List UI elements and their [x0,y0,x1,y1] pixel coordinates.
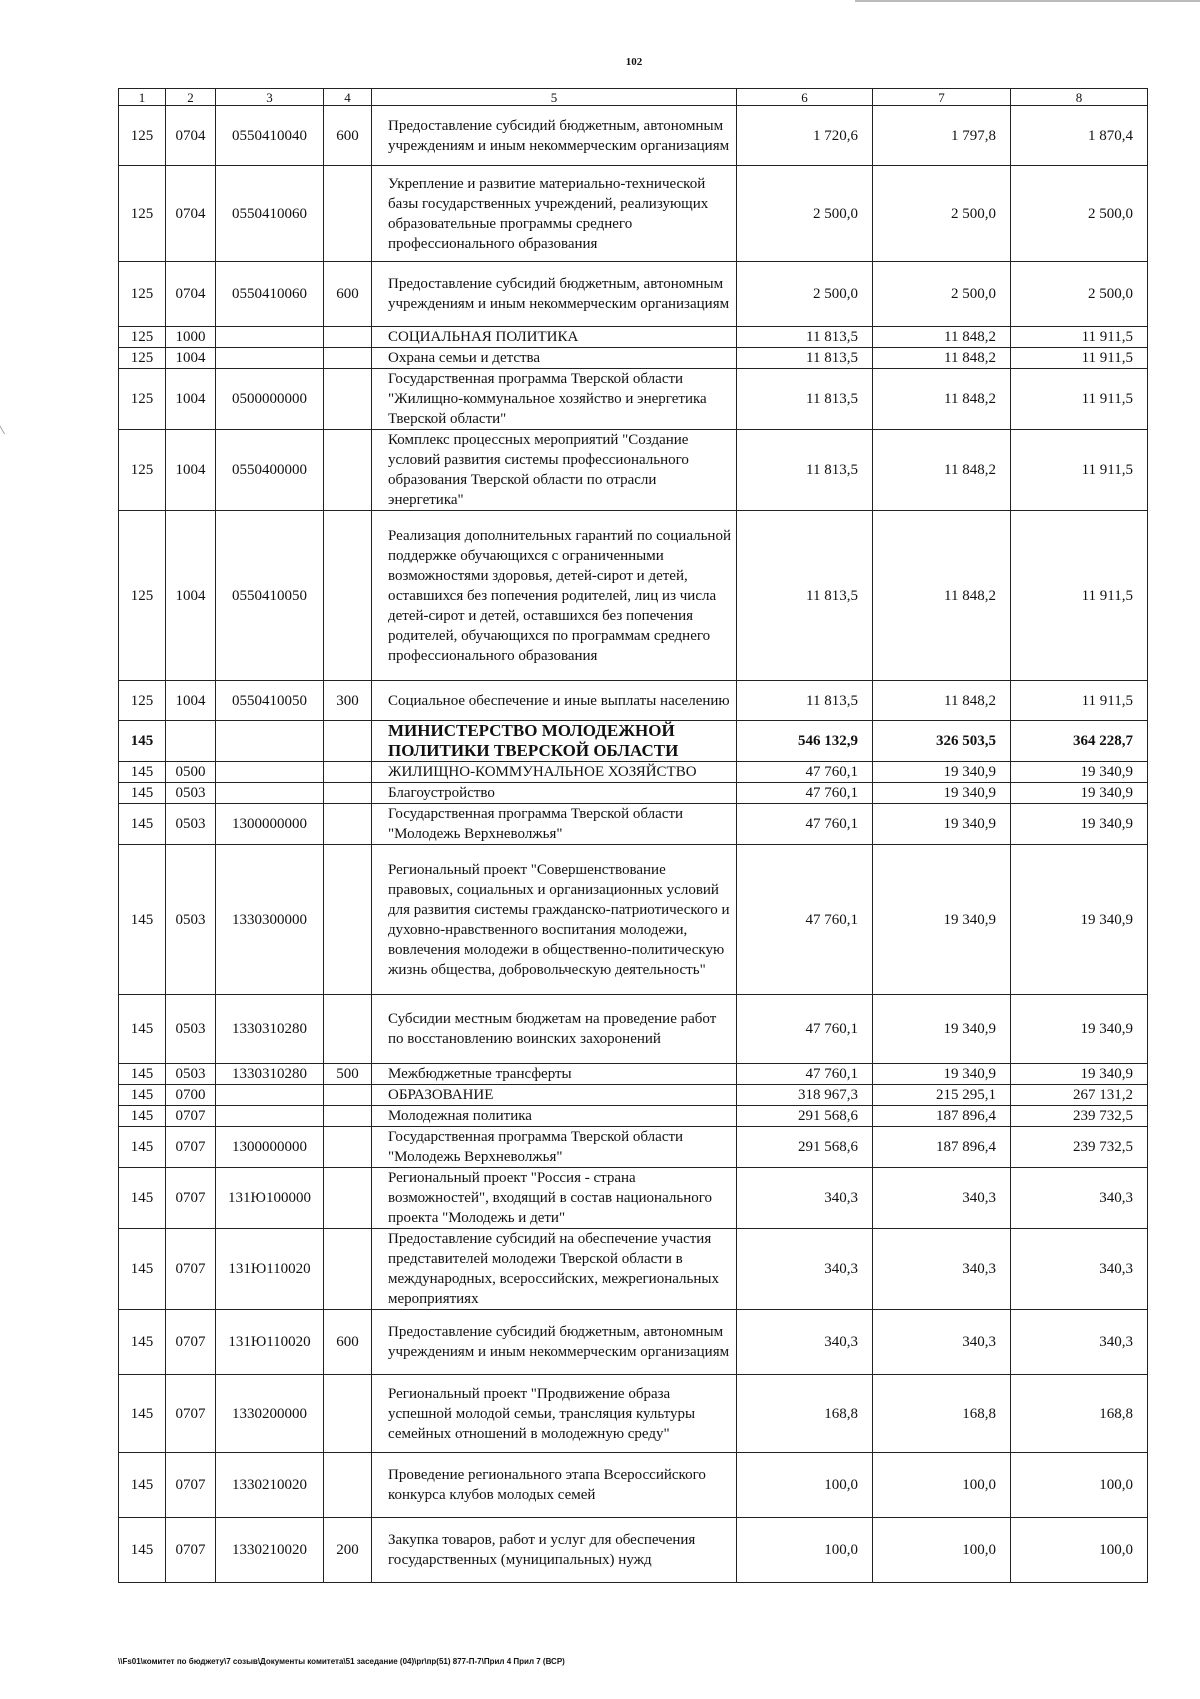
table-row [119,106,1148,166]
cell-col2: 1004 [166,430,216,511]
table-row [119,369,1148,430]
cell-description: Региональный проект "Россия - страна возможностей", входящий в состав национального проекта "Молодежь и дети" [372,1168,737,1229]
cell-col2: 0704 [166,106,216,166]
cell-col1: 145 [119,804,166,845]
cell-value-col8: 239 732,5 [1011,1127,1148,1168]
table-row [119,995,1148,1064]
cell-value-col7: 340,3 [873,1229,1011,1310]
cell-value-col8: 100,0 [1011,1453,1148,1518]
table-row [119,262,1148,327]
cell-col3 [216,721,324,762]
cell-value-col7: 11 848,2 [873,348,1011,369]
cell-description: Комплекс процессных мероприятий "Создание условий развития системы профессионального образования Тверской области по отрасли энергетика" [372,430,737,511]
cell-col4: 200 [324,1518,372,1583]
cell-value-col7: 187 896,4 [873,1106,1011,1127]
cell-col2: 0503 [166,995,216,1064]
cell-col4: 500 [324,1064,372,1085]
cell-value-col7: 2 500,0 [873,166,1011,262]
cell-value-col6: 291 568,6 [737,1127,873,1168]
cell-value-col7: 19 340,9 [873,995,1011,1064]
table-row [119,1127,1148,1168]
cell-value-col8: 2 500,0 [1011,262,1148,327]
cell-col4 [324,1375,372,1453]
table-row [119,348,1148,369]
cell-description: Благоустройство [372,783,737,804]
cell-col1: 125 [119,106,166,166]
cell-col4 [324,762,372,783]
cell-col2: 0704 [166,262,216,327]
cell-col4: 600 [324,106,372,166]
cell-col3 [216,1085,324,1106]
cell-value-col8: 267 131,2 [1011,1085,1148,1106]
cell-value-col6: 318 967,3 [737,1085,873,1106]
table-row [119,1106,1148,1127]
cell-value-col8: 11 911,5 [1011,681,1148,721]
cell-col2: 0707 [166,1106,216,1127]
page-number: 102 [625,56,643,68]
table-row [119,1229,1148,1310]
cell-value-col7: 11 848,2 [873,327,1011,348]
cell-col3 [216,327,324,348]
cell-value-col7: 100,0 [873,1518,1011,1583]
cell-col1: 145 [119,762,166,783]
cell-value-col6: 47 760,1 [737,995,873,1064]
cell-description: Предоставление субсидий на обеспечение участия представителей молодежи Тверской области в международных, всероссийских, межрегиональных мероприятиях [372,1229,737,1310]
cell-description: Охрана семьи и детства [372,348,737,369]
cell-value-col6: 11 813,5 [737,681,873,721]
cell-value-col8: 168,8 [1011,1375,1148,1453]
cell-description: Субсидии местным бюджетам на проведение работ по восстановлению воинских захоронений [372,995,737,1064]
cell-value-col6: 47 760,1 [737,804,873,845]
cell-col1: 125 [119,348,166,369]
cell-description: Предоставление субсидий бюджетным, автономным учреждениям и иным некоммерческим организациям [372,106,737,166]
cell-col3: 1330310280 [216,995,324,1064]
cell-col3: 0550410040 [216,106,324,166]
cell-value-col6: 546 132,9 [737,721,873,762]
cell-value-col6: 11 813,5 [737,348,873,369]
cell-value-col8: 2 500,0 [1011,166,1148,262]
cell-description: Укрепление и развитие материально-технической базы государственных учреждений, реализующих образовательные программы среднего профессионального образования [372,166,737,262]
cell-value-col8: 19 340,9 [1011,1064,1148,1085]
column-header: 4 [324,89,372,106]
cell-value-col6: 340,3 [737,1168,873,1229]
cell-value-col7: 168,8 [873,1375,1011,1453]
cell-col2: 1004 [166,681,216,721]
column-header: 6 [737,89,873,106]
cell-value-col7: 340,3 [873,1168,1011,1229]
table-body [119,106,1148,1583]
margin-mark [0,420,15,434]
cell-col1: 145 [119,1375,166,1453]
cell-col3: 1300000000 [216,804,324,845]
cell-col2: 0503 [166,804,216,845]
cell-col2: 1004 [166,369,216,430]
cell-value-col6: 47 760,1 [737,1064,873,1085]
footer-file-path: \\Fs01\комитет по бюджету\7 созыв\Документы комитета\51 заседание (04)\pr\пр(51) 877-П-7\Прил 4 Прил 7 (ВСР) [118,1657,565,1666]
cell-col2: 0503 [166,783,216,804]
column-header: 8 [1011,89,1148,106]
cell-col1: 145 [119,1085,166,1106]
cell-col2: 0707 [166,1453,216,1518]
cell-col4 [324,1229,372,1310]
table-row [119,1375,1148,1453]
cell-col2: 1004 [166,511,216,681]
cell-description: Социальное обеспечение и иные выплаты населению [372,681,737,721]
cell-col4 [324,995,372,1064]
cell-description: Государственная программа Тверской области "Молодежь Верхневолжья" [372,804,737,845]
cell-value-col6: 168,8 [737,1375,873,1453]
cell-value-col7: 19 340,9 [873,1064,1011,1085]
column-header: 5 [372,89,737,106]
table-row [119,430,1148,511]
cell-value-col8: 11 911,5 [1011,430,1148,511]
column-header: 3 [216,89,324,106]
cell-col1: 125 [119,166,166,262]
cell-description: Предоставление субсидий бюджетным, автономным учреждениям и иным некоммерческим организациям [372,1310,737,1375]
cell-value-col7: 19 340,9 [873,783,1011,804]
cell-col1: 125 [119,430,166,511]
cell-value-col6: 2 500,0 [737,262,873,327]
cell-description: Предоставление субсидий бюджетным, автономным учреждениям и иным некоммерческим организациям [372,262,737,327]
cell-value-col8: 19 340,9 [1011,762,1148,783]
cell-col3 [216,348,324,369]
cell-col2: 0707 [166,1310,216,1375]
table-row [119,1085,1148,1106]
cell-col4: 600 [324,1310,372,1375]
cell-value-col7: 1 797,8 [873,106,1011,166]
cell-col3: 131Ю110020 [216,1310,324,1375]
cell-description: СОЦИАЛЬНАЯ ПОЛИТИКА [372,327,737,348]
cell-value-col7: 11 848,2 [873,430,1011,511]
table-row [119,762,1148,783]
cell-value-col6: 340,3 [737,1229,873,1310]
cell-col4 [324,721,372,762]
table-row [119,1310,1148,1375]
cell-value-col8: 11 911,5 [1011,511,1148,681]
cell-col3: 1330310280 [216,1064,324,1085]
cell-value-col6: 11 813,5 [737,369,873,430]
cell-col1: 145 [119,845,166,995]
cell-col1: 145 [119,1518,166,1583]
column-number-row [119,89,1148,106]
cell-col4: 300 [324,681,372,721]
cell-col1: 145 [119,1453,166,1518]
budget-table [118,88,1148,1583]
cell-col4 [324,369,372,430]
cell-value-col8: 19 340,9 [1011,995,1148,1064]
cell-col1: 145 [119,1310,166,1375]
cell-col4 [324,1127,372,1168]
cell-col4 [324,1453,372,1518]
cell-value-col7: 340,3 [873,1310,1011,1375]
cell-value-col8: 19 340,9 [1011,845,1148,995]
cell-value-col7: 100,0 [873,1453,1011,1518]
table-row [119,166,1148,262]
cell-col3 [216,762,324,783]
cell-value-col6: 11 813,5 [737,511,873,681]
cell-col1: 125 [119,369,166,430]
table-row [119,1453,1148,1518]
cell-value-col8: 11 911,5 [1011,369,1148,430]
cell-col2: 1000 [166,327,216,348]
cell-value-col7: 187 896,4 [873,1127,1011,1168]
cell-description: ОБРАЗОВАНИЕ [372,1085,737,1106]
cell-description: Региональный проект "Продвижение образа успешной молодой семьи, трансляция культуры семейных отношений в молодежную среду" [372,1375,737,1453]
cell-col3 [216,1106,324,1127]
cell-col4 [324,783,372,804]
cell-col1: 145 [119,721,166,762]
cell-col3 [216,783,324,804]
table-row [119,511,1148,681]
cell-col2: 0707 [166,1375,216,1453]
cell-col2: 0707 [166,1168,216,1229]
cell-col1: 145 [119,1127,166,1168]
cell-description: Закупка товаров, работ и услуг для обеспечения государственных (муниципальных) нужд [372,1518,737,1583]
cell-description: Межбюджетные трансферты [372,1064,737,1085]
cell-col3: 1330300000 [216,845,324,995]
table-row [119,783,1148,804]
cell-value-col7: 11 848,2 [873,369,1011,430]
cell-col3: 0550410050 [216,681,324,721]
cell-col3: 0500000000 [216,369,324,430]
cell-value-col8: 100,0 [1011,1518,1148,1583]
cell-col1: 125 [119,327,166,348]
cell-col3: 131Ю100000 [216,1168,324,1229]
cell-description: Региональный проект "Совершенствование правовых, социальных и организационных условий для развития системы гражданско-патриотического и духовно-нравственного воспитания молодежи, вовлечения молодежи в общественно-политическую жизнь общества, добровольческую деятельность" [372,845,737,995]
table-row [119,1064,1148,1085]
cell-col1: 145 [119,1106,166,1127]
cell-col2: 0707 [166,1127,216,1168]
cell-value-col8: 1 870,4 [1011,106,1148,166]
cell-value-col7: 11 848,2 [873,681,1011,721]
cell-col1: 125 [119,262,166,327]
cell-value-col8: 11 911,5 [1011,348,1148,369]
cell-value-col6: 340,3 [737,1310,873,1375]
cell-col1: 145 [119,1229,166,1310]
cell-col4: 600 [324,262,372,327]
cell-col2: 0707 [166,1229,216,1310]
cell-value-col7: 215 295,1 [873,1085,1011,1106]
cell-col2: 0704 [166,166,216,262]
cell-value-col6: 100,0 [737,1453,873,1518]
cell-col3: 1330210020 [216,1453,324,1518]
cell-col1: 145 [119,995,166,1064]
cell-col2: 0707 [166,1518,216,1583]
cell-col3: 0550410060 [216,166,324,262]
cell-description: Реализация дополнительных гарантий по социальной поддержке обучающихся с ограниченными возможностями здоровья, детей-сирот и детей, оставшихся без попечения родителей, лиц из числа детей-сирот и детей, оставшихся без попечения родителей, обучающихся по программам среднего профессионального образования [372,511,737,681]
cell-col4 [324,511,372,681]
cell-col3: 131Ю110020 [216,1229,324,1310]
cell-col2: 0503 [166,845,216,995]
cell-value-col8: 340,3 [1011,1310,1148,1375]
cell-value-col8: 11 911,5 [1011,327,1148,348]
cell-description: Проведение регионального этапа Всероссийского конкурса клубов молодых семей [372,1453,737,1518]
cell-col1: 145 [119,783,166,804]
cell-description: ЖИЛИЩНО-КОММУНАЛЬНОЕ ХОЗЯЙСТВО [372,762,737,783]
cell-col4 [324,430,372,511]
cell-value-col6: 11 813,5 [737,327,873,348]
cell-col4 [324,1106,372,1127]
cell-col4 [324,1168,372,1229]
cell-value-col7: 19 340,9 [873,762,1011,783]
cell-value-col8: 19 340,9 [1011,804,1148,845]
cell-col1: 125 [119,681,166,721]
cell-col2: 1004 [166,348,216,369]
cell-value-col7: 19 340,9 [873,845,1011,995]
cell-col4 [324,804,372,845]
cell-col2: 0700 [166,1085,216,1106]
cell-value-col7: 2 500,0 [873,262,1011,327]
top-edge-rule [855,0,1200,2]
cell-description: Государственная программа Тверской области "Жилищно-коммунальное хозяйство и энергетика Тверской области" [372,369,737,430]
table-row [119,327,1148,348]
cell-col3: 0550400000 [216,430,324,511]
cell-col1: 145 [119,1064,166,1085]
column-header: 7 [873,89,1011,106]
table-row [119,845,1148,995]
table-row [119,1168,1148,1229]
cell-col2: 0503 [166,1064,216,1085]
cell-description: МИНИСТЕРСТВО МОЛОДЕЖНОЙ ПОЛИТИКИ ТВЕРСКОЙ ОБЛАСТИ [372,721,737,762]
cell-value-col6: 11 813,5 [737,430,873,511]
cell-col3: 1330210020 [216,1518,324,1583]
cell-description: Государственная программа Тверской области "Молодежь Верхневолжья" [372,1127,737,1168]
cell-col3: 1300000000 [216,1127,324,1168]
table-row [119,681,1148,721]
cell-value-col6: 291 568,6 [737,1106,873,1127]
cell-value-col6: 47 760,1 [737,762,873,783]
cell-value-col8: 364 228,7 [1011,721,1148,762]
table-row [119,1518,1148,1583]
cell-value-col6: 47 760,1 [737,845,873,995]
table-row [119,804,1148,845]
cell-col2: 0500 [166,762,216,783]
cell-col4 [324,348,372,369]
cell-col4 [324,166,372,262]
column-header: 2 [166,89,216,106]
cell-col2 [166,721,216,762]
cell-value-col6: 100,0 [737,1518,873,1583]
cell-col4 [324,845,372,995]
cell-col3: 0550410050 [216,511,324,681]
cell-col3: 1330200000 [216,1375,324,1453]
table-row [119,721,1148,762]
cell-col4 [324,1085,372,1106]
cell-value-col8: 239 732,5 [1011,1106,1148,1127]
cell-value-col8: 340,3 [1011,1229,1148,1310]
cell-value-col7: 11 848,2 [873,511,1011,681]
cell-value-col6: 47 760,1 [737,783,873,804]
cell-value-col8: 19 340,9 [1011,783,1148,804]
cell-value-col7: 326 503,5 [873,721,1011,762]
cell-description: Молодежная политика [372,1106,737,1127]
cell-col1: 125 [119,511,166,681]
cell-value-col8: 340,3 [1011,1168,1148,1229]
cell-value-col6: 1 720,6 [737,106,873,166]
cell-col1: 145 [119,1168,166,1229]
cell-col3: 0550410060 [216,262,324,327]
cell-value-col7: 19 340,9 [873,804,1011,845]
column-header: 1 [119,89,166,106]
cell-value-col6: 2 500,0 [737,166,873,262]
cell-col4 [324,327,372,348]
